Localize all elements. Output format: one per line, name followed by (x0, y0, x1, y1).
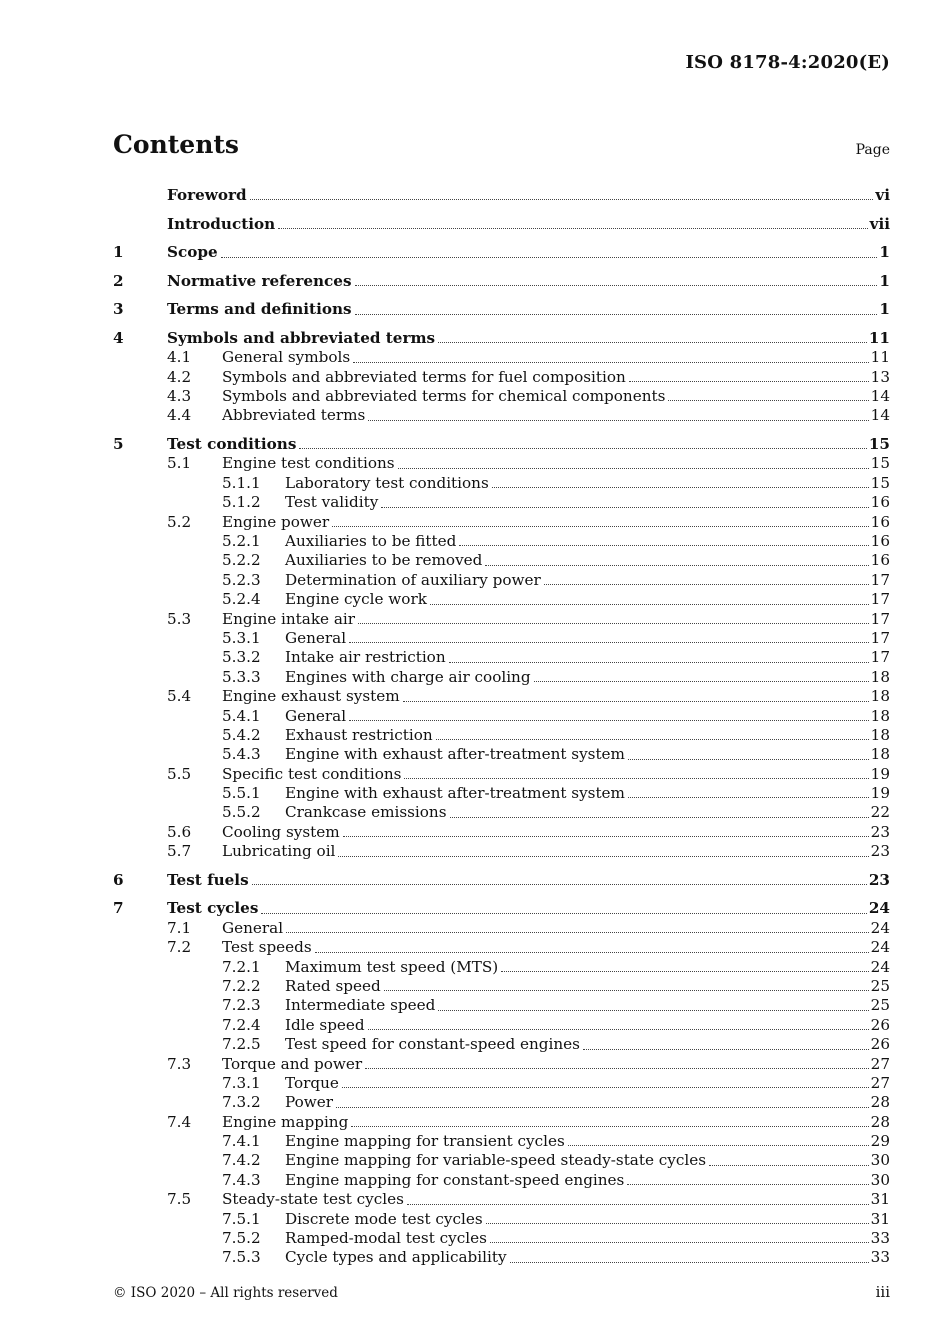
toc-entry-number: 5.4.2 (222, 725, 261, 744)
toc-entry-page: 16 (870, 531, 890, 550)
toc-entry[interactable] (113, 765, 890, 784)
toc-entry-number: 7.4.3 (222, 1170, 261, 1189)
toc-entry-number: 5.2.1 (222, 531, 261, 550)
toc-dot-leader (355, 284, 878, 286)
toc-entry-number: 4 (113, 328, 124, 347)
toc-entry-number: 7 (113, 899, 124, 918)
toc-entry-title: Engine mapping (222, 1112, 349, 1131)
toc-entry-page: 26 (870, 1035, 890, 1054)
footer-copyright: © ISO 2020 – All rights reserved (113, 1285, 338, 1301)
toc-entry-page: 27 (870, 1054, 890, 1073)
toc-entry-number: 5.5.2 (222, 803, 261, 822)
toc-entry-number: 5 (113, 435, 124, 454)
toc-dot-leader (381, 506, 868, 508)
toc-entry-page: 18 (870, 745, 890, 764)
toc-entry-number: 5.3.1 (222, 628, 261, 647)
toc-entry-page: 27 (870, 1073, 890, 1092)
toc-entry-number: 7.2.3 (222, 996, 261, 1015)
toc-dot-leader (398, 467, 869, 469)
toc-entry[interactable] (113, 1093, 890, 1112)
toc-dot-leader (403, 700, 869, 702)
toc-entry[interactable] (113, 1190, 890, 1209)
toc-entry[interactable] (113, 215, 890, 234)
toc-dot-leader (358, 622, 869, 624)
toc-entry-number: 5.1 (167, 454, 192, 473)
toc-entry[interactable] (113, 668, 890, 687)
toc-entry[interactable] (113, 784, 890, 803)
toc-dot-leader (349, 719, 869, 721)
toc-entry-number: 5.4.3 (222, 745, 261, 764)
toc-entry-number: 6 (113, 870, 124, 889)
toc-entry-number: 4.2 (167, 367, 192, 386)
toc-entry[interactable] (113, 454, 890, 473)
footer-page-number: iii (875, 1283, 890, 1301)
toc-entry-number: 5.6 (167, 822, 192, 841)
toc-entry[interactable] (113, 707, 890, 726)
toc-entry[interactable] (113, 513, 890, 532)
toc-entry-number: 7.2.4 (222, 1015, 261, 1034)
toc-entry[interactable] (113, 958, 890, 977)
toc-entry-number: 5.5 (167, 764, 192, 783)
toc-entry-title: Laboratory test conditions (285, 473, 489, 492)
toc-entry-number: 5.3 (167, 609, 192, 628)
toc-entry-page: 18 (870, 706, 890, 725)
toc-entry-title: Torque (285, 1073, 339, 1092)
toc-entry[interactable] (113, 977, 890, 996)
toc-entry-number: 5.4 (167, 687, 192, 706)
toc-entry-title: Test speeds (222, 938, 312, 957)
toc-entry-number: 5.2.2 (222, 551, 261, 570)
toc-entry[interactable] (113, 532, 890, 551)
toc-dot-leader (368, 419, 868, 421)
toc-dot-leader (430, 603, 869, 605)
toc-dot-leader (365, 1067, 868, 1069)
toc-entry[interactable] (113, 1016, 890, 1035)
toc-entry-page: 33 (870, 1248, 890, 1267)
toc-entry-number: 7.3 (167, 1054, 192, 1073)
toc-entry-page: 30 (870, 1151, 890, 1170)
toc-entry-page: 18 (870, 687, 890, 706)
toc-entry-title: Engine with exhaust after-treatment system (285, 784, 625, 803)
toc-entry-number: 7.2.1 (222, 957, 261, 976)
toc-dot-leader (628, 758, 869, 760)
toc-dot-leader (332, 525, 869, 527)
toc-entry-page: 1 (879, 243, 890, 262)
toc-entry-page: 24 (870, 918, 890, 937)
toc-entry[interactable] (113, 272, 890, 291)
toc-dot-leader (252, 883, 867, 885)
toc-dot-leader (486, 1222, 869, 1224)
toc-dot-leader (315, 951, 869, 953)
toc-entry[interactable] (113, 996, 890, 1015)
toc-entry-page: 33 (870, 1229, 890, 1248)
toc-entry-title: Engine test conditions (222, 454, 395, 473)
toc-dot-leader (501, 970, 868, 972)
toc-entry-number: 5.4.1 (222, 706, 261, 725)
toc-entry-title: Terms and definitions (167, 300, 352, 319)
toc-dot-leader (492, 486, 869, 488)
toc-entry-page: 17 (870, 609, 890, 628)
toc-entry-number: 7.4.2 (222, 1151, 261, 1170)
toc-entry[interactable] (113, 300, 890, 319)
toc-entry[interactable] (113, 406, 890, 425)
toc-entry-page: 23 (870, 842, 890, 861)
toc-entry-page: 11 (870, 348, 890, 367)
toc-entry-title: Test speed for constant-speed engines (285, 1035, 580, 1054)
document-id: ISO 8178-4:2020(E) (685, 52, 890, 73)
toc-entry[interactable] (113, 1035, 890, 1054)
toc-entry-page: 26 (870, 1015, 890, 1034)
toc-entry[interactable] (113, 1055, 890, 1074)
toc-entry-number: 7.5.3 (222, 1248, 261, 1267)
toc-entry-title: Cooling system (222, 822, 340, 841)
toc-entry-title: Auxiliaries to be removed (285, 551, 483, 570)
toc-entry-number: 7.4 (167, 1112, 192, 1131)
toc-entry-number: 5.1.2 (222, 493, 261, 512)
toc-dot-leader (250, 198, 874, 200)
toc-entry-title: Engine mapping for constant-speed engines (285, 1170, 625, 1189)
toc-dot-leader (221, 256, 878, 258)
toc-entry-number: 4.3 (167, 387, 192, 406)
toc-entry-page: 23 (868, 870, 890, 889)
toc-entry[interactable] (113, 1151, 890, 1170)
toc-entry-number: 7.5 (167, 1190, 192, 1209)
toc-entry-title: Steady-state test cycles (222, 1190, 404, 1209)
toc-entry-number: 7.2.2 (222, 976, 261, 995)
toc-entry-number: 7.1 (167, 918, 192, 937)
toc-entry-page: 31 (870, 1209, 890, 1228)
toc-entry[interactable] (113, 1210, 890, 1229)
toc-dot-leader (709, 1164, 869, 1166)
toc-entry-number: 7.5.2 (222, 1229, 261, 1248)
toc-entry[interactable] (113, 919, 890, 938)
toc-entry[interactable] (113, 348, 890, 367)
toc-dot-leader (261, 912, 866, 914)
toc-entry[interactable] (113, 842, 890, 861)
toc-dot-leader (342, 1086, 869, 1088)
toc-entry-page: 23 (870, 822, 890, 841)
toc-entry-number: 7.3.1 (222, 1073, 261, 1092)
toc-dot-leader (510, 1261, 869, 1263)
toc-entry[interactable] (113, 1171, 890, 1190)
toc-entry-number: 5.7 (167, 842, 192, 861)
toc-entry-title: General (222, 918, 284, 937)
toc-entry-title: Symbols and abbreviated terms (167, 328, 436, 347)
toc-entry[interactable] (113, 1113, 890, 1132)
toc-entry-page: 25 (870, 976, 890, 995)
toc-entry-title: Cycle types and applicability (285, 1248, 507, 1267)
toc-entry-page: 15 (868, 435, 890, 454)
toc-entry-number: 4.1 (167, 348, 192, 367)
toc-entry-title: Symbols and abbreviated terms for fuel composition (222, 367, 626, 386)
table-of-contents (113, 183, 890, 1268)
toc-entry-page: 17 (870, 570, 890, 589)
toc-entry[interactable] (113, 368, 890, 387)
toc-entry-title: Exhaust restriction (285, 725, 433, 744)
toc-entry[interactable] (113, 938, 890, 957)
toc-entry-title: Test cycles (167, 899, 259, 918)
toc-entry-number: 7.4.1 (222, 1132, 261, 1151)
toc-entry-title: Discrete mode test cycles (285, 1209, 483, 1228)
toc-dot-leader (438, 341, 867, 343)
toc-entry-title: Crankcase emissions (285, 803, 447, 822)
toc-entry[interactable] (113, 435, 890, 454)
toc-entry-title: Specific test conditions (222, 764, 402, 783)
toc-entry-page: 16 (870, 493, 890, 512)
toc-entry-page: 28 (870, 1093, 890, 1112)
toc-entry-number: 5.2 (167, 512, 192, 531)
toc-entry-title: General (285, 628, 347, 647)
toc-entry-page: 17 (870, 648, 890, 667)
toc-dot-leader (355, 313, 878, 315)
toc-entry-title: Normative references (167, 271, 352, 290)
toc-entry-title: Intake air restriction (285, 648, 446, 667)
toc-entry-title: Test conditions (167, 435, 297, 454)
toc-entry[interactable] (113, 474, 890, 493)
toc-entry[interactable] (113, 823, 890, 842)
toc-entry-number: 7.3.2 (222, 1093, 261, 1112)
toc-entry-number: 4.4 (167, 406, 192, 425)
toc-dot-leader (583, 1048, 869, 1050)
toc-dot-leader (544, 583, 869, 585)
toc-entry[interactable] (113, 1074, 890, 1093)
toc-entry-page: 30 (870, 1170, 890, 1189)
toc-entry-page: 28 (870, 1112, 890, 1131)
toc-entry-number: 7.2 (167, 938, 192, 957)
toc-entry-title: General (285, 706, 347, 725)
toc-entry-number: 7.5.1 (222, 1209, 261, 1228)
toc-entry-number: 1 (113, 243, 124, 262)
toc-dot-leader (278, 227, 867, 229)
toc-entry[interactable] (113, 803, 890, 822)
toc-entry-number: 5.3.2 (222, 648, 261, 667)
toc-entry-title: Lubricating oil (222, 842, 336, 861)
toc-entry-title: Engine exhaust system (222, 687, 400, 706)
toc-entry-title: Maximum test speed (MTS) (285, 957, 499, 976)
toc-entry-page: 24 (870, 957, 890, 976)
toc-entry-page: 15 (870, 473, 890, 492)
toc-dot-leader (668, 399, 868, 401)
toc-dot-leader (485, 564, 868, 566)
toc-entry-number: 7.2.5 (222, 1035, 261, 1054)
toc-dot-leader (438, 1009, 868, 1011)
toc-entry[interactable] (113, 1248, 890, 1267)
toc-entry-number: 5.5.1 (222, 784, 261, 803)
toc-entry[interactable] (113, 571, 890, 590)
toc-entry-title: Power (285, 1093, 333, 1112)
toc-entry-title: Engines with charge air cooling (285, 667, 531, 686)
toc-dot-leader (299, 447, 866, 449)
toc-dot-leader (353, 361, 868, 363)
toc-dot-leader (436, 738, 869, 740)
toc-entry[interactable] (113, 610, 890, 629)
toc-entry-title: General symbols (222, 348, 351, 367)
toc-dot-leader (450, 816, 869, 818)
toc-entry-title: Intermediate speed (285, 996, 436, 1015)
toc-entry[interactable] (113, 493, 890, 512)
toc-entry-page: vi (875, 186, 890, 204)
toc-dot-leader (490, 1241, 869, 1243)
toc-entry[interactable] (113, 551, 890, 570)
toc-entry-title: Symbols and abbreviated terms for chemical components (222, 387, 666, 406)
toc-entry-page: 19 (870, 764, 890, 783)
toc-entry-title: Auxiliaries to be fitted (285, 531, 457, 550)
toc-dot-leader (459, 544, 868, 546)
toc-dot-leader (629, 380, 869, 382)
toc-dot-leader (628, 796, 869, 798)
toc-entry-page: 18 (870, 725, 890, 744)
toc-entry-page: 13 (870, 367, 890, 386)
toc-entry-page: 11 (868, 328, 890, 347)
toc-entry-number: 2 (113, 271, 124, 290)
toc-dot-leader (534, 680, 869, 682)
toc-entry-page: 14 (870, 387, 890, 406)
toc-entry[interactable] (113, 648, 890, 667)
toc-entry-page: 24 (870, 938, 890, 957)
toc-entry-page: 16 (870, 551, 890, 570)
toc-dot-leader (368, 1028, 869, 1030)
toc-dot-leader (351, 1125, 868, 1127)
toc-dot-leader (338, 855, 868, 857)
toc-entry-title: Test fuels (167, 870, 249, 889)
toc-entry-title: Engine mapping for variable-speed steady-state cycles (285, 1151, 707, 1170)
toc-entry-number: 3 (113, 300, 124, 319)
toc-entry-title: Abbreviated terms (222, 406, 366, 425)
toc-entry-title: Idle speed (285, 1015, 365, 1034)
toc-entry-page: 29 (870, 1132, 890, 1151)
toc-dot-leader (568, 1144, 869, 1146)
toc-entry-page: 1 (879, 271, 890, 290)
toc-dot-leader (627, 1183, 868, 1185)
toc-entry-title: Foreword (167, 186, 247, 204)
page-column-label: Page (855, 142, 890, 158)
toc-entry-page: 1 (879, 300, 890, 319)
contents-title: Contents (113, 130, 240, 159)
toc-entry-number: 5.1.1 (222, 473, 261, 492)
toc-entry-page: 15 (870, 454, 890, 473)
toc-entry-page: vii (869, 214, 890, 233)
toc-entry-page: 22 (870, 803, 890, 822)
toc-dot-leader (384, 989, 869, 991)
toc-entry-number: 5.3.3 (222, 667, 261, 686)
toc-dot-leader (449, 661, 869, 663)
toc-entry-title: Test validity (285, 493, 379, 512)
toc-entry-title: Determination of auxiliary power (285, 570, 541, 589)
toc-entry-title: Torque and power (222, 1054, 363, 1073)
toc-entry[interactable] (113, 726, 890, 745)
toc-dot-leader (336, 1106, 869, 1108)
toc-dot-leader (407, 1203, 869, 1205)
toc-entry[interactable] (113, 590, 890, 609)
toc-entry-number: 5.2.3 (222, 570, 261, 589)
toc-entry[interactable] (113, 871, 890, 890)
toc-entry[interactable] (113, 1132, 890, 1151)
toc-entry-page: 31 (870, 1190, 890, 1209)
toc-entry[interactable] (113, 745, 890, 764)
toc-entry-page: 17 (870, 590, 890, 609)
toc-entry-title: Engine cycle work (285, 590, 427, 609)
toc-entry-page: 19 (870, 784, 890, 803)
toc-entry-title: Engine with exhaust after-treatment system (285, 745, 625, 764)
toc-dot-leader (286, 931, 869, 933)
toc-entry-title: Engine intake air (222, 609, 356, 628)
toc-entry[interactable] (113, 387, 890, 406)
toc-entry-page: 14 (870, 406, 890, 425)
toc-entry[interactable] (113, 687, 890, 706)
toc-entry[interactable] (113, 629, 890, 648)
toc-entry-page: 25 (870, 996, 890, 1015)
toc-entry-title: Engine mapping for transient cycles (285, 1132, 565, 1151)
toc-dot-leader (349, 641, 869, 643)
toc-entry[interactable] (113, 899, 890, 918)
toc-dot-leader (404, 777, 868, 779)
toc-entry-page: 16 (870, 512, 890, 531)
toc-entry[interactable] (113, 186, 890, 205)
toc-dot-leader (343, 835, 869, 837)
toc-entry[interactable] (113, 243, 890, 262)
toc-entry-title: Introduction (167, 214, 276, 233)
toc-entry-title: Ramped-modal test cycles (285, 1229, 487, 1248)
toc-entry-title: Scope (167, 243, 218, 262)
toc-entry[interactable] (113, 1229, 890, 1248)
toc-entry-page: 24 (868, 899, 890, 918)
toc-entry-number: 5.2.4 (222, 590, 261, 609)
toc-entry[interactable] (113, 329, 890, 348)
toc-entry-page: 17 (870, 628, 890, 647)
toc-entry-title: Engine power (222, 512, 330, 531)
toc-entry-page: 18 (870, 667, 890, 686)
toc-entry-title: Rated speed (285, 976, 381, 995)
